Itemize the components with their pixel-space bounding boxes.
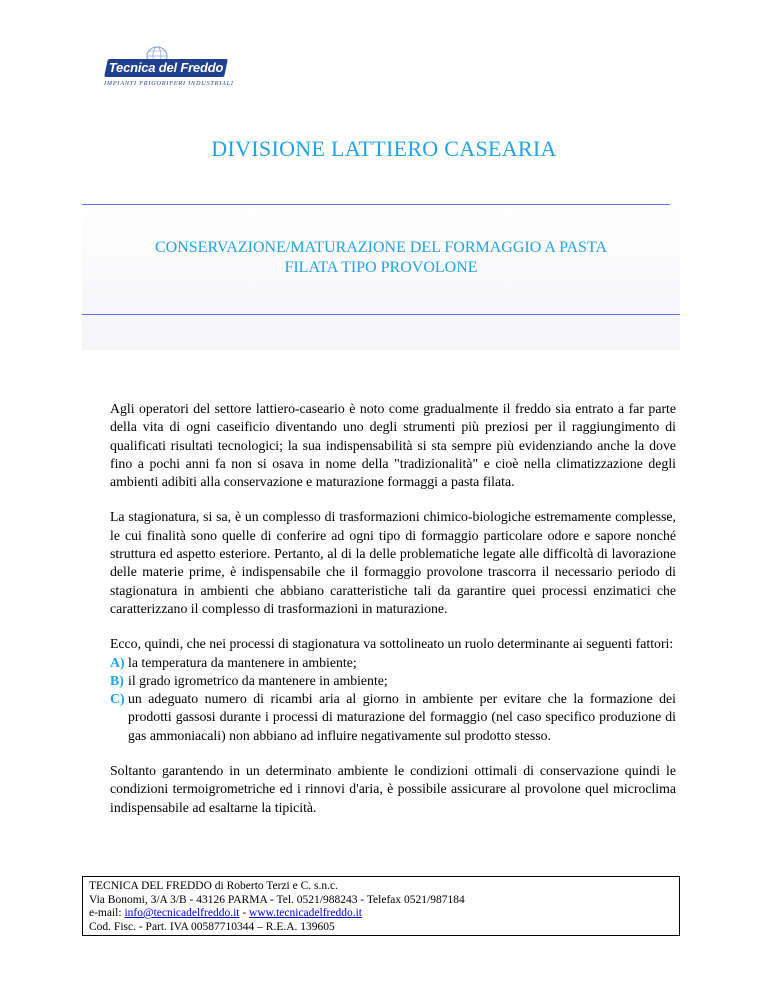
paragraph-stagionatura: La stagionatura, si sa, è un complesso di trasformazioni chimico-biologiche estremamente complesse, le cui finalità sono quelle di conferire ad ogni tipo di formaggio particolare odore e sapore nonché struttura ed aspetto esteriore. Pertanto, al di la delle problematiche legate alle difficoltà di lavorazione delle materie prime, è indispensabile che il formaggio provolone trascorra il necessario periodo di stagionatura in ambienti che abbiano caratteristiche tali da garantire quei processi enzimatici che caratterizzano il complesso di trasformazioni in maturazione. <box>110 509 676 616</box>
list-letter: B) <box>110 672 124 688</box>
company-logo <box>100 45 234 95</box>
footer-email-label: e-mail: <box>89 907 125 919</box>
list-item <box>110 654 676 672</box>
document-subtitle <box>82 238 680 278</box>
list-letter: C) <box>110 691 125 707</box>
logo-tagline: IMPIANTI FRIGORIFERI INDUSTRIALI <box>104 80 234 87</box>
bottom-divider <box>82 314 680 315</box>
division-title: DIVISIONE LATTIERO CASEARIA <box>211 136 557 161</box>
footer-contact-box <box>82 876 680 936</box>
list-text: il grado igrometrico da mantenere in ambiente; <box>128 672 388 688</box>
paragraph-factors <box>110 635 676 745</box>
logo-brand-text: Tecnica del Freddo <box>108 60 224 75</box>
paragraph-conclusion: Soltanto garantendo in un determinato ambiente le condizioni ottimali di conservazione quindi le condizioni termoigrometriche ed i rinnovi d'aria, è possibile assicurare al provolone quel microclima indispensabile ad esaltarne la tipicità. <box>110 763 676 815</box>
paragraph-intro: Agli operatori del settore lattiero-caseario è noto come gradualmente il freddo sia entrato a far parte della vita di ogni caseificio diventando uno degli strumenti più preziosi per il raggiungimento di qualificati risultati tecnologici; la sua indispensabilità si sta sempre più evidenziando anche la dove fino a pochi anni fa non si osava in nome della "tradizionalità" e cioè nella climatizzazione degli ambienti adibiti alla conservazione e maturazione formaggi a pasta filata. <box>110 401 676 490</box>
factors-intro: Ecco, quindi, che nei processi di stagionatura va sottolineato un ruolo determinante ai seguenti fattori: <box>110 636 674 652</box>
subtitle-line-1: CONSERVAZIONE/MATURAZIONE DEL FORMAGGIO A PASTA <box>155 239 607 256</box>
list-text: un adeguato numero di ricambi aria al giorno in ambiente per evitare che la formazione dei prodotti gassosi durante i processi di maturazione del formaggio (nel caso specifico produzione di gas ammoniacali) non abbiano ad influire negativamente sul prodotto stesso. <box>128 691 676 743</box>
top-divider <box>82 204 670 205</box>
footer-links <box>89 907 673 921</box>
footer-fiscal: Cod. Fisc. - Part. IVA 00587710344 – R.E.A. 139605 <box>89 920 335 933</box>
logo-brand-box <box>104 59 228 77</box>
footer-company-name: TECNICA DEL FREDDO <box>89 880 212 892</box>
list-item <box>110 690 676 745</box>
list-letter: A) <box>110 654 125 670</box>
subtitle-line-2: FILATA TIPO PROVOLONE <box>284 259 478 276</box>
email-link[interactable]: info@tecnicadelfreddo.it <box>124 907 240 919</box>
list-text: la temperatura da mantenere in ambiente; <box>128 654 357 670</box>
document-body <box>110 400 676 834</box>
footer-separator: - <box>239 907 250 919</box>
footer-company-rest: di Roberto Terzi e C. s.n.c. <box>211 880 338 892</box>
website-link[interactable]: www.tecnicadelfreddo.it <box>249 907 362 919</box>
footer-address: Via Bonomi, 3/A 3/B - 43126 PARMA - Tel. 0521/988243 - Telefax 0521/987184 <box>89 893 465 906</box>
footer-company <box>89 880 673 894</box>
list-item <box>110 672 676 690</box>
